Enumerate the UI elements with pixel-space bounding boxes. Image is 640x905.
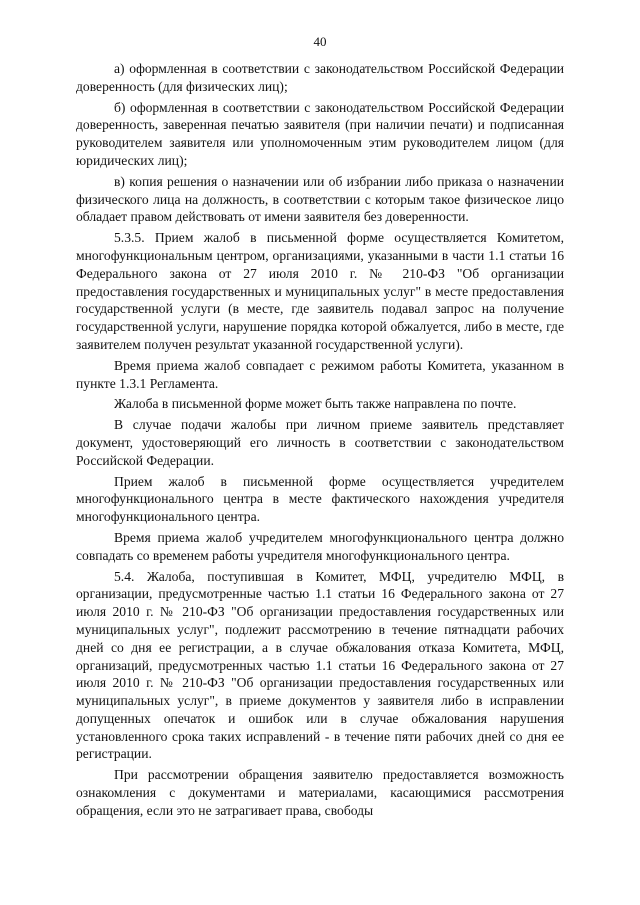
paragraph-by-mail: Жалоба в письменной форме может быть также направлена по почте.: [114, 396, 517, 412]
paragraph-founder-reception: Прием жалоб в письменной форме осуществляется учредителем многофункционального центра в месте фактического нахождения учредителя многофункционального центра.: [76, 473, 564, 525]
paragraph-5-4: 5.4. Жалоба, поступившая в Комитет, МФЦ, учредителю МФЦ, в организации, предусмотренные частью 1.1 статьи 16 Федерального закона от 27 июля 2010 г. № 210-ФЗ "Об организации предоставления государственных или муниципальных услуг", подлежит рассмотрению в течение пятнадцати рабочих дней со дня ее регистрации, а в случае обжалования отказа Комитета, МФЦ, организаций, предусмотренных частью 1.1 статьи 16 Федерального закона от 27 июля 2010 г. № 210-ФЗ "Об организации предоставления государственных или муниципальных услуг", в приеме документов у заявителя либо в исправлении допущенных опечаток и ошибок или в случае обжалования нарушения установленного срока таких исправлений - в течение пяти рабочих дней со дня ее регистрации.: [76, 568, 564, 762]
paragraph-b: б) оформленная в соответствии с законодательством Российской Федерации доверенность, заверенная печатью заявителя (при наличии печати) и подписанная руководителем заявителя или уполномоченным этим руководителем лицом (для юридических лиц);: [76, 99, 564, 168]
document-body: [76, 60, 564, 820]
paragraph-review-access: При рассмотрении обращения заявителю предоставляется возможность ознакомления с документами и материалами, касающимися рассмотрения обращения, если это не затрагивает права, свободы: [76, 767, 564, 818]
paragraph-v: в) копия решения о назначении или об избрании либо приказа о назначении физического лица на должность, в соответствии с которым такое физическое лицо обладает правом действовать от имени заявителя без доверенности.: [76, 173, 564, 225]
page-number: 40: [313, 34, 327, 49]
paragraph-founder-time: Время приема жалоб учредителем многофункционального центра должно совпадать со временем работы учредителя многофункционального центра.: [76, 529, 564, 563]
paragraph-a: а) оформленная в соответствии с законодательством Российской Федерации доверенность (для физических лиц);: [76, 61, 564, 94]
paragraph-5-3-5: 5.3.5. Прием жалоб в письменной форме осуществляется Комитетом, многофункциональным центром, организациями, указанными в части 1.1 статьи 16 Федерального закона от 27 июля 2010 г. № 210-ФЗ "Об организации предоставления государственных и муниципальных услуг" в месте предоставления государственной услуги (в месте, где заявитель подавал запрос на получение государственной услуги, нарушение порядка которой обжалуется, либо в месте, где заявителем получен результат указанной государственной услуги).: [76, 230, 564, 352]
paragraph-reception-time: Время приема жалоб совпадает с режимом работы Комитета, указанном в пункте 1.3.1 Регламента.: [76, 357, 564, 391]
paragraph-personal-reception: В случае подачи жалобы при личном приеме заявитель представляет документ, удостоверяющий его личность в соответствии с законодательством Российской Федерации.: [76, 417, 564, 468]
